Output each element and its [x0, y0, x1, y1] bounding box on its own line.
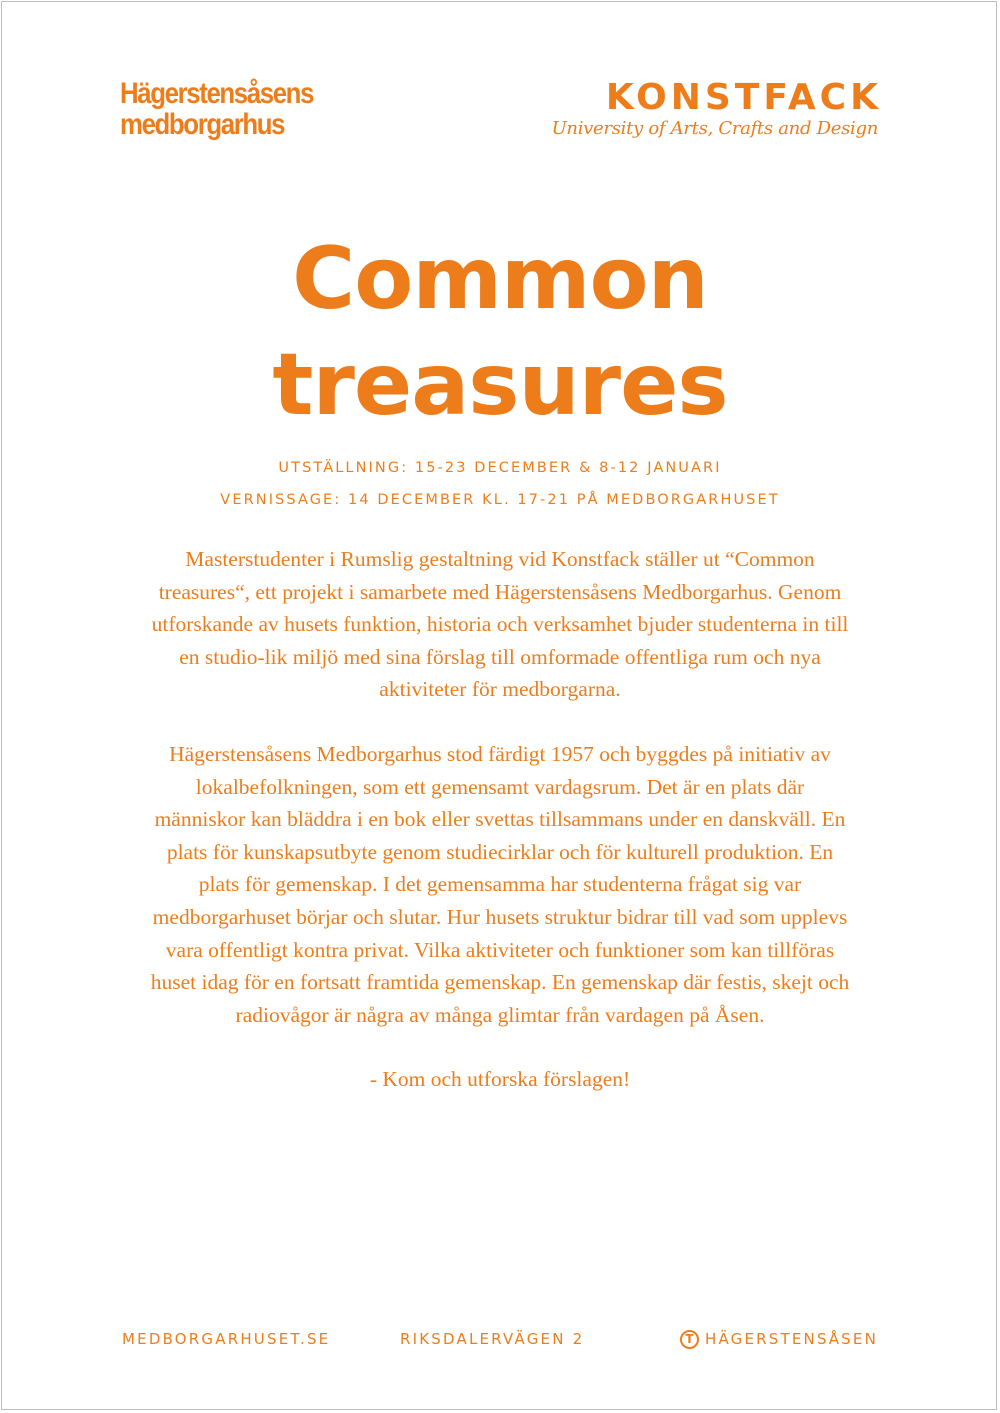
opening-details: VERNISSAGE: 14 DECEMBER KL. 17-21 PÅ MEDBORGARHUSET	[220, 492, 780, 508]
konstfack-logo-tagline: University of Arts, Crafts and Design	[551, 118, 878, 139]
poster-title-line2: treasures	[272, 335, 728, 435]
closing-line: - Kom och utforska förslagen!	[369, 1067, 631, 1092]
description-paragraph-2: Hägerstensåsens Medborgarhus stod färdigt 1957 och byggdes på initiativ av lokalbefolkningen, som ett gemensamt vardagsrum. Det är en plats där människor kan bläddra i en bok eller svettas tillsammans under en danskväll. En plats för kunskapsutbyte genom studiecirklar och för kulturell produktion. En plats för gemenskap. I det gemensamma har studenterna frågat sig var medborgarhuset börjar och slutar. Hur husets struktur bidrar till vad som upplevs vara offentligt kontra privat. Vilka aktiviteter och funktioner som kan tillföras huset idag för en fortsatt framtida gemenskap. En gemenskap där festis, skejt och radiovågor är några av många glimtar från vardagen på Åsen.	[150, 741, 850, 1027]
footer-metro-station: HÄGERSTENSÅSEN	[705, 1330, 878, 1348]
footer-address: RIKSDALERVÄGEN 2	[400, 1330, 585, 1348]
medborgarhus-logo	[120, 78, 313, 140]
event-details	[0, 452, 1000, 516]
medborgarhus-logo-line2: medborgarhus	[120, 108, 285, 141]
description	[150, 543, 850, 1096]
medborgarhus-logo-line1: Hägerstensåsens	[120, 77, 314, 110]
exhibition-dates: UTSTÄLLNING: 15-23 DECEMBER & 8-12 JANUARI	[278, 460, 722, 476]
konstfack-logo-name: KONSTFACK	[605, 77, 882, 118]
footer-metro	[680, 1328, 878, 1350]
metro-t-icon: T	[680, 1330, 699, 1349]
footer-website: MEDBORGARHUSET.SE	[122, 1330, 331, 1348]
description-paragraph-1: Masterstudenter i Rumslig gestaltning vid Konstfack ställer ut “Common treasures“, ett projekt i samarbete med Hägerstensåsens Medborgarhus. Genom utforskande av husets funktion, historia och verksamhet bjuder studenterna in till en studio-lik miljö med sina förslag till omformade offentliga rum och nya aktiviteter för medborgarna.	[151, 547, 849, 702]
poster-title	[0, 226, 1000, 438]
poster-title-line1: Common	[292, 229, 708, 329]
konstfack-logo	[551, 77, 882, 140]
